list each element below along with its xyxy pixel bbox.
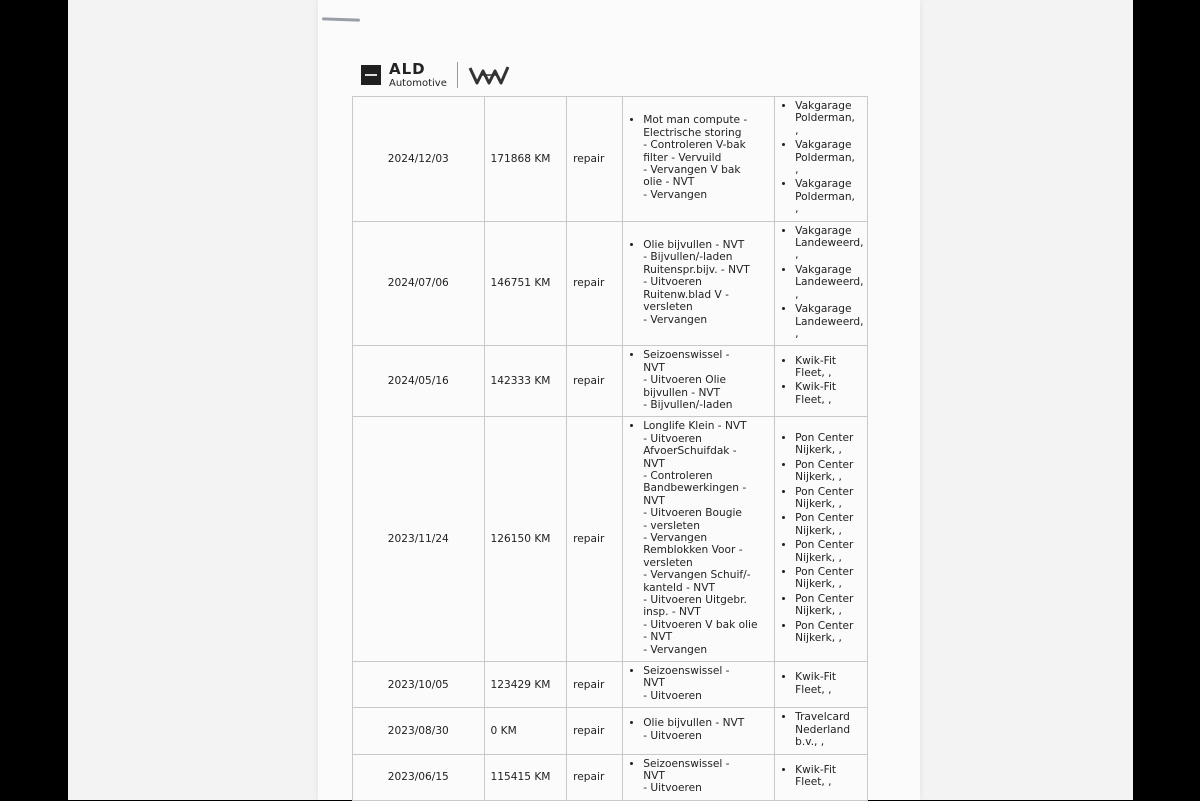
ald-logo-icon bbox=[361, 65, 381, 85]
garage-item: • Vakgarage Polderman, , bbox=[795, 139, 861, 176]
garage-item: • Pon Center Nijkerk, , bbox=[795, 593, 861, 618]
service-type: repair bbox=[567, 662, 623, 708]
work-list bbox=[629, 349, 768, 411]
brand-text bbox=[389, 59, 447, 89]
work-item: • Longlife Klein - NVT - Uitvoeren AfvoerSchuifdak - NVT - Controleren Bandbewerkingen - NVT - Uitvoeren Bougie - versleten - Vervangen Remblokken Voor - versleten - Vervangen Schuif/- kanteld - NVT - Uitvoeren Uitgebr. insp. - NVT - Uitvoeren V bak olie - NVT - Vervangen bbox=[643, 420, 768, 656]
odometer-km: 126150 KM bbox=[484, 417, 567, 662]
odometer-km: 115415 KM bbox=[484, 754, 567, 800]
work-description bbox=[623, 221, 775, 346]
service-type: repair bbox=[567, 754, 623, 800]
document-header bbox=[361, 60, 510, 90]
garage-list bbox=[775, 221, 868, 346]
work-description bbox=[623, 708, 775, 754]
garage-item: • Kwik-Fit Fleet, , bbox=[795, 381, 861, 406]
garage-item: • Vakgarage Polderman, , bbox=[795, 100, 861, 137]
work-item: • Olie bijvullen - NVT - Uitvoeren bbox=[643, 717, 768, 742]
work-description bbox=[623, 97, 775, 222]
garage-list bbox=[775, 662, 868, 708]
garage-items bbox=[781, 432, 861, 645]
odometer-km: 142333 KM bbox=[484, 346, 567, 417]
garage-list bbox=[775, 346, 868, 417]
garage-item: • Pon Center Nijkerk, , bbox=[795, 459, 861, 484]
service-type: repair bbox=[567, 221, 623, 346]
table-row bbox=[353, 97, 868, 222]
table-row bbox=[353, 417, 868, 662]
garage-item: • Pon Center Nijkerk, , bbox=[795, 539, 861, 564]
w-logo-icon bbox=[468, 63, 510, 87]
garage-items bbox=[781, 100, 861, 216]
service-date: 2023/08/30 bbox=[353, 708, 485, 754]
work-list bbox=[629, 665, 768, 702]
work-list bbox=[629, 420, 768, 656]
garage-list bbox=[775, 417, 868, 662]
garage-items bbox=[781, 671, 861, 696]
service-date: 2023/11/24 bbox=[353, 417, 485, 662]
garage-item: • Pon Center Nijkerk, , bbox=[795, 566, 861, 591]
brand-sub: Automotive bbox=[389, 77, 447, 89]
service-date: 2023/10/05 bbox=[353, 662, 485, 708]
odometer-km: 0 KM bbox=[484, 708, 567, 754]
garage-item: • Kwik-Fit Fleet, , bbox=[795, 671, 861, 696]
garage-items bbox=[781, 764, 861, 789]
garage-items bbox=[781, 355, 861, 407]
garage-item: • Pon Center Nijkerk, , bbox=[795, 512, 861, 537]
garage-items bbox=[781, 224, 864, 341]
service-type: repair bbox=[567, 708, 623, 754]
table-row bbox=[353, 754, 868, 800]
work-description bbox=[623, 662, 775, 708]
table-row bbox=[353, 346, 868, 417]
table-row bbox=[353, 662, 868, 708]
service-date: 2024/05/16 bbox=[353, 346, 485, 417]
garage-item: • Vakgarage Landeweerd, , bbox=[795, 303, 861, 340]
odometer-km: 123429 KM bbox=[484, 662, 567, 708]
work-list bbox=[629, 114, 768, 201]
garage-item: • Vakgarage Polderman, , bbox=[795, 178, 861, 215]
work-item: • Seizoenswissel - NVT - Uitvoeren bbox=[643, 758, 768, 795]
table-row bbox=[353, 221, 868, 346]
work-description bbox=[623, 346, 775, 417]
service-type: repair bbox=[567, 417, 623, 662]
garage-list bbox=[775, 708, 868, 754]
garage-item: • Kwik-Fit Fleet, , bbox=[795, 355, 861, 380]
work-item: • Seizoenswissel - NVT - Uitvoeren Olie bijvullen - NVT - Bijvullen/-laden bbox=[643, 349, 768, 411]
service-date: 2024/12/03 bbox=[353, 97, 485, 222]
service-history-table bbox=[352, 96, 868, 801]
service-date: 2023/06/15 bbox=[353, 754, 485, 800]
work-description bbox=[623, 417, 775, 662]
garage-item: • Pon Center Nijkerk, , bbox=[795, 620, 861, 645]
work-list bbox=[629, 239, 768, 326]
garage-item: • Vakgarage Landeweerd, , bbox=[795, 264, 861, 301]
header-divider bbox=[457, 62, 458, 88]
garage-item: • Pon Center Nijkerk, , bbox=[795, 432, 861, 457]
work-item: • Olie bijvullen - NVT - Bijvullen/-laden Ruitenspr.bijv. - NVT - Uitvoeren Ruitenw.blad V - versleten - Vervangen bbox=[643, 239, 768, 326]
service-type: repair bbox=[567, 97, 623, 222]
odometer-km: 171868 KM bbox=[484, 97, 567, 222]
odometer-km: 146751 KM bbox=[484, 221, 567, 346]
work-item: • Mot man compute - Electrische storing - Controleren V-bak filter - Vervuild - Vervangen V bak olie - NVT - Vervangen bbox=[643, 114, 768, 201]
service-rows bbox=[353, 97, 868, 801]
garage-list bbox=[775, 97, 868, 222]
work-list bbox=[629, 717, 768, 742]
work-list bbox=[629, 758, 768, 795]
garage-items bbox=[781, 711, 861, 748]
service-date: 2024/07/06 bbox=[353, 221, 485, 346]
garage-item: • Travelcard Nederland b.v., , bbox=[795, 711, 861, 748]
brand-name: ALD bbox=[389, 59, 426, 78]
work-description bbox=[623, 754, 775, 800]
service-type: repair bbox=[567, 346, 623, 417]
garage-item: • Vakgarage Landeweerd, , bbox=[795, 225, 861, 262]
table-row bbox=[353, 708, 868, 754]
garage-list bbox=[775, 754, 868, 800]
garage-item: • Kwik-Fit Fleet, , bbox=[795, 764, 861, 789]
work-item: • Seizoenswissel - NVT - Uitvoeren bbox=[643, 665, 768, 702]
garage-item: • Pon Center Nijkerk, , bbox=[795, 486, 861, 511]
